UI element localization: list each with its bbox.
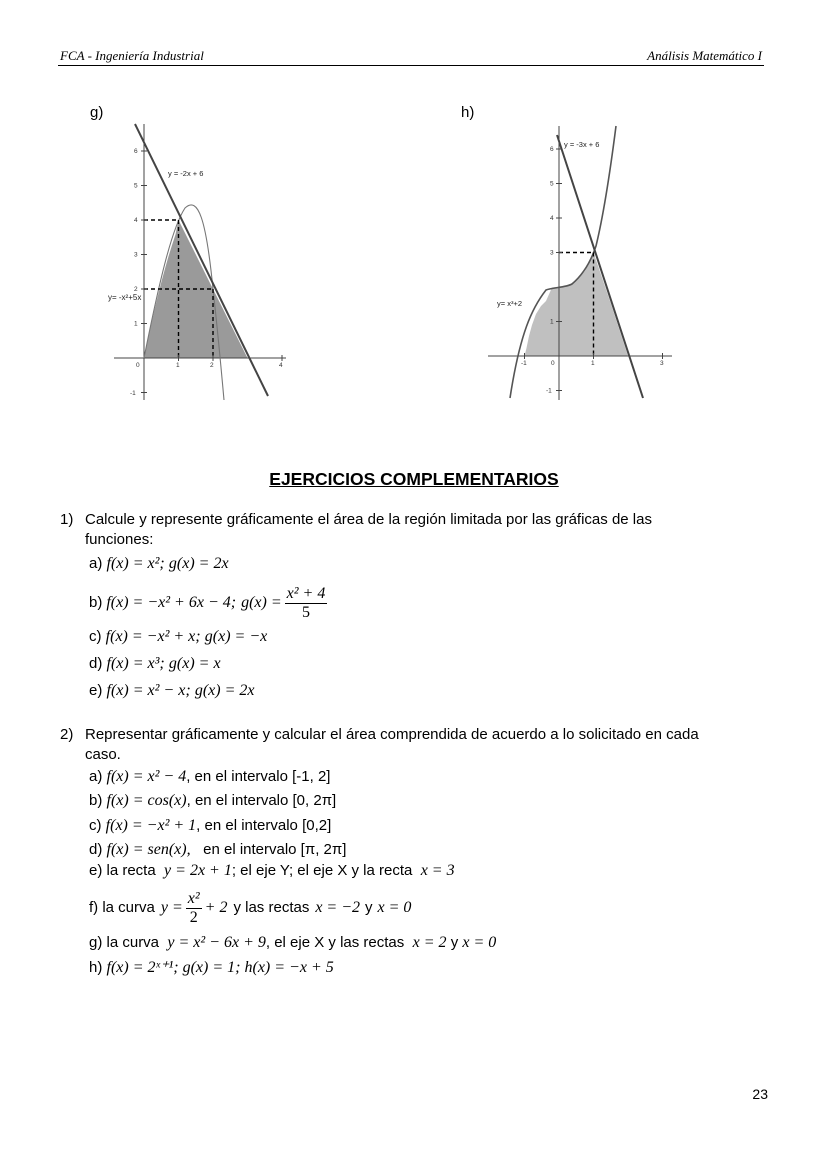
graph-h-xtick: 3: [660, 360, 664, 367]
graph-h-curve-label: y= x³+2: [497, 299, 523, 308]
graph-g-xtick: 4: [279, 362, 283, 369]
ex1-number: 1): [60, 511, 74, 528]
ex2-statement-line1: Representar gráficamente y calcular el área comprendida de acuerdo a lo solicitado en cada: [85, 726, 699, 743]
graph-g-xtick: 0: [136, 362, 140, 369]
graph-g-ytick: 2: [134, 286, 138, 293]
graph-g: [100, 118, 300, 403]
ex2-item-h: h) f(x) = 2ˣ⁺¹; g(x) = 1; h(x) = −x + 5: [89, 959, 334, 976]
graph-g-line-label: y = -2x + 6: [168, 169, 204, 178]
graph-g-curve-label: y= -x²+5x: [108, 293, 142, 302]
graph-h-ytick: 4: [550, 215, 554, 222]
graph-h-line-label: y = -3x + 6: [564, 140, 600, 149]
ex2-item-b: b) f(x) = cos(x), en el intervalo [0, 2π]: [89, 792, 337, 809]
section-title: EJERCICIOS COMPLEMENTARIOS: [269, 469, 559, 489]
graph-g-xtick: 2: [210, 362, 214, 369]
graph-g-ytick: 6: [134, 148, 138, 155]
ex1-item-e: e) f(x) = x² − x; g(x) = 2x: [89, 682, 255, 699]
ex2-item-e: e) la recta y = 2x + 1; el eje Y; el eje X y la recta x = 3: [89, 862, 455, 879]
graph-h-ytick: 3: [550, 249, 554, 257]
graph-g-ytick: 1: [134, 320, 138, 328]
ex2-item-f: f) la curva y = $\frac{\text{x²}}{2}$ + 2 y las rectas x = −2 y x = 0: [89, 889, 412, 926]
graph-g-ytick: 5: [134, 182, 138, 190]
ex2-number: 2): [60, 726, 74, 743]
ex2-item-d: d) f(x) = sen(x), en el intervalo [π, 2π]: [89, 841, 347, 858]
graph-g-label: g): [90, 104, 104, 121]
page-number: 23: [752, 1086, 768, 1102]
ex1-statement-line1: Calcule y represente gráficamente el área de la región limitada por las gráficas de las: [85, 511, 652, 528]
ex2-item-g: g) la curva y = x² − 6x + 9, el eje X y las rectas x = 2 y x = 0: [89, 934, 497, 951]
ex2-f-fraction: $\frac{\text{x²}}{2}$: [187, 889, 200, 926]
ex1-item-d: d) f(x) = x³; g(x) = x: [89, 655, 221, 672]
graph-h-label: h): [461, 104, 475, 121]
graph-h-xtick: 1: [591, 360, 595, 367]
graph-h-ytick: 6: [550, 146, 554, 153]
ex1-item-a: a) f(x) = x²; g(x) = 2x: [89, 555, 229, 572]
graph-h-line: [557, 135, 643, 398]
graph-g-ytick: 4: [134, 217, 138, 224]
ex1-statement-line2: funciones:: [85, 531, 154, 548]
ex1-b-fraction: $\frac{\text{x² + 4}}{5}$: [286, 584, 326, 621]
graph-h-ytick: -1: [546, 387, 552, 395]
header-left: FCA - Ingeniería Industrial: [60, 48, 204, 63]
header-right: Análisis Matemático I: [647, 48, 762, 63]
graph-h-xtick: 0: [551, 360, 555, 367]
header-rule: [58, 65, 764, 66]
ex1-item-c: c) f(x) = −x² + x; g(x) = −x: [89, 628, 268, 645]
graph-g-ytick: 3: [134, 251, 138, 259]
graph-g-xtick: 1: [176, 362, 180, 369]
ex2-statement-line2: caso.: [85, 746, 121, 763]
graph-h-ytick: 1: [550, 318, 554, 326]
ex1-item-b: b) f(x) = −x² + 6x − 4; g(x) = $\frac{\text{x² + 4}}{5}$: [89, 584, 326, 621]
ex2-item-a: a) f(x) = x² − 4, en el intervalo [-1, 2]: [89, 768, 331, 785]
graph-h: [480, 118, 680, 403]
graph-h-cubic: [510, 126, 616, 398]
graph-g-ytick: -1: [130, 390, 136, 397]
graph-h-xtick: -1: [521, 360, 527, 367]
ex2-item-c: c) f(x) = −x² + 1, en el intervalo [0,2]: [89, 817, 332, 834]
graph-h-ytick: 5: [550, 180, 554, 188]
